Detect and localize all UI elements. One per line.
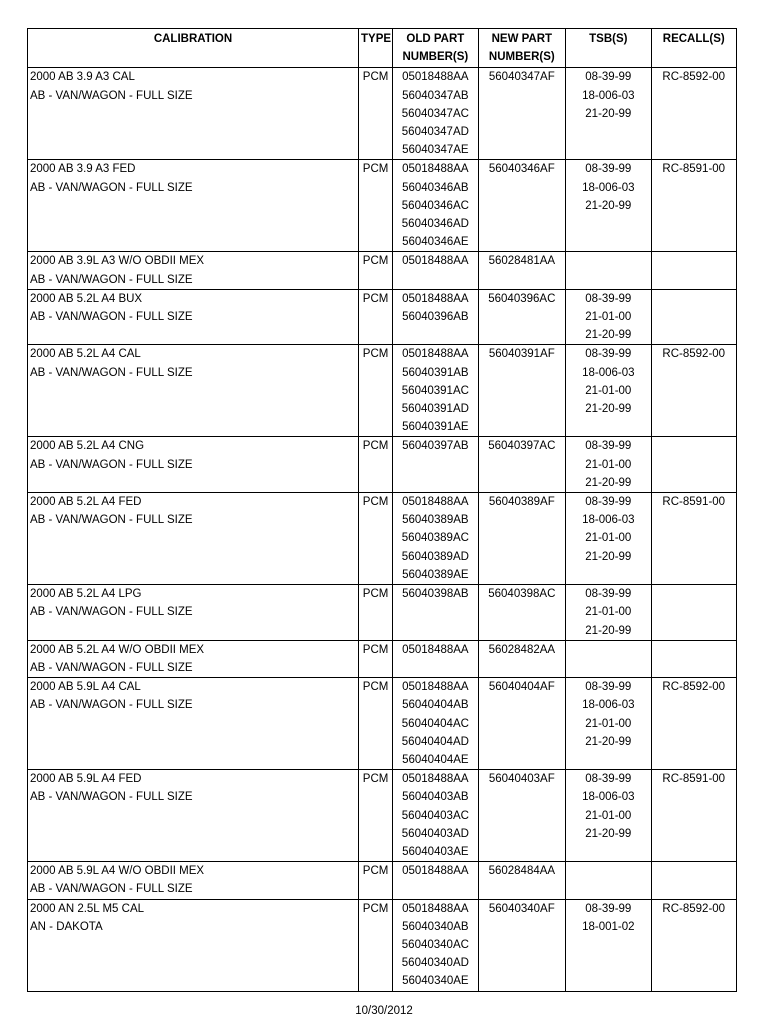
- old-part-cell: [393, 899, 478, 991]
- tsb-cell-line: 21-20-99: [585, 735, 632, 748]
- old-part-cell: [393, 160, 478, 252]
- recall-cell: [651, 862, 736, 899]
- old-part-cell-line: 56040347AC: [401, 107, 469, 120]
- old-part-cell-line: 56040340AB: [402, 920, 469, 933]
- tsb-cell-line: 21-01-00: [585, 384, 632, 397]
- tsb-cell: [566, 345, 651, 437]
- old-part-cell-line: 56040391AE: [402, 421, 469, 434]
- tsb-cell-line: 08-39-99: [585, 292, 632, 305]
- calibration-cell-line: 2000 AB 5.2L A4 CAL: [30, 348, 141, 361]
- recall-cell: RC-8591-00: [651, 160, 736, 252]
- old-part-cell-line: 56040391AB: [402, 366, 469, 379]
- tsb-cell-line: 08-39-99: [585, 773, 632, 786]
- old-part-cell: [393, 289, 478, 345]
- type-cell: PCM: [359, 770, 393, 862]
- calibration-cell: [28, 678, 359, 770]
- old-part-cell-line: 56040404AE: [402, 753, 469, 766]
- table-row: [28, 68, 737, 160]
- old-part-cell-line: 05018488AA: [402, 292, 469, 305]
- old-part-cell-line: 56040340AD: [401, 957, 469, 970]
- type-cell: PCM: [359, 585, 393, 641]
- tsb-cell-line: 21-01-00: [585, 311, 632, 324]
- table-row: [28, 678, 737, 770]
- tsb-cell: [566, 437, 651, 493]
- tsb-cell-line: 21-20-99: [585, 403, 632, 416]
- recall-cell: [651, 437, 736, 493]
- tsb-cell-line: 21-20-99: [585, 624, 632, 637]
- recall-cell: RC-8591-00: [651, 770, 736, 862]
- type-cell: PCM: [359, 862, 393, 899]
- old-part-cell: [393, 770, 478, 862]
- calibration-table: [27, 28, 737, 992]
- tsb-cell-line: 21-20-99: [585, 329, 632, 342]
- calibration-cell: [28, 640, 359, 677]
- recall-cell: [651, 289, 736, 345]
- old-part-cell: [393, 585, 478, 641]
- calibration-cell: [28, 770, 359, 862]
- tsb-cell-line: 18-006-03: [582, 181, 635, 194]
- calibration-cell-line: AB - VAN/WAGON - FULL SIZE: [30, 514, 193, 527]
- tsb-cell-line: 08-39-99: [585, 902, 632, 915]
- calibration-cell-line: AB - VAN/WAGON - FULL SIZE: [30, 661, 193, 674]
- old-part-cell-line: 56040397AB: [402, 440, 469, 453]
- calibration-cell-line: 2000 AB 3.9 A3 FED: [30, 163, 136, 176]
- new-part-cell: 56040346AF: [478, 160, 566, 252]
- header-type: TYPE: [359, 29, 393, 68]
- old-part-cell: [393, 252, 478, 289]
- recall-cell: RC-8591-00: [651, 493, 736, 585]
- old-part-cell-line: 56040346AE: [402, 236, 469, 249]
- old-part-cell-line: 56040389AE: [402, 568, 469, 581]
- table-row: [28, 252, 737, 289]
- calibration-cell-line: 2000 AB 5.9L A4 FED: [30, 773, 142, 786]
- header-calibration: CALIBRATION: [28, 29, 359, 68]
- calibration-cell-line: AB - VAN/WAGON - FULL SIZE: [30, 181, 193, 194]
- calibration-cell-line: 2000 AN 2.5L M5 CAL: [30, 902, 145, 915]
- type-cell: PCM: [359, 289, 393, 345]
- tsb-cell: [566, 862, 651, 899]
- recall-cell: RC-8592-00: [651, 899, 736, 991]
- old-part-cell: [393, 862, 478, 899]
- old-part-cell-line: 56040398AB: [402, 588, 469, 601]
- tsb-cell-line: 18-006-03: [582, 514, 635, 527]
- calibration-cell-line: 2000 AB 5.9L A4 CAL: [30, 681, 141, 694]
- old-part-cell-line: 56040389AB: [402, 514, 469, 527]
- recall-cell: [651, 640, 736, 677]
- tsb-cell-line: 08-39-99: [585, 496, 632, 509]
- tsb-cell: [566, 899, 651, 991]
- calibration-cell-line: AB - VAN/WAGON - FULL SIZE: [30, 606, 193, 619]
- calibration-cell: [28, 437, 359, 493]
- new-part-cell: 56028484AA: [478, 862, 566, 899]
- table-row: [28, 160, 737, 252]
- tsb-cell-line: 21-20-99: [585, 550, 632, 563]
- new-part-cell: 56040404AF: [478, 678, 566, 770]
- type-cell: PCM: [359, 437, 393, 493]
- calibration-cell-line: AB - VAN/WAGON - FULL SIZE: [30, 311, 193, 324]
- old-part-cell-line: 56040346AD: [401, 218, 469, 231]
- calibration-cell-line: 2000 AB 5.2L A4 LPG: [30, 588, 142, 601]
- type-cell: PCM: [359, 345, 393, 437]
- tsb-cell-line: 18-006-03: [582, 89, 635, 102]
- table-row: [28, 345, 737, 437]
- table-row: [28, 493, 737, 585]
- old-part-cell-line: 56040347AB: [402, 89, 469, 102]
- calibration-cell: [28, 289, 359, 345]
- table-row: [28, 585, 737, 641]
- old-part-cell-line: 56040404AB: [402, 699, 469, 712]
- tsb-cell: [566, 160, 651, 252]
- calibration-cell-line: AB - VAN/WAGON - FULL SIZE: [30, 366, 193, 379]
- old-part-cell: [393, 437, 478, 493]
- old-part-cell-line: 56040391AD: [401, 403, 469, 416]
- tsb-cell-line: 21-20-99: [585, 476, 632, 489]
- tsb-cell: [566, 493, 651, 585]
- calibration-cell-line: 2000 AB 5.2L A4 CNG: [30, 440, 145, 453]
- old-part-cell: [393, 678, 478, 770]
- new-part-cell: 56040398AC: [478, 585, 566, 641]
- new-part-cell: 56028482AA: [478, 640, 566, 677]
- tsb-cell: [566, 640, 651, 677]
- old-part-cell-line: 56040340AE: [402, 975, 469, 988]
- table-row: [28, 899, 737, 991]
- tsb-cell-line: 18-006-03: [582, 791, 635, 804]
- old-part-cell-line: 56040404AD: [401, 735, 469, 748]
- table-row: [28, 437, 737, 493]
- tsb-cell-line: 18-006-03: [582, 699, 635, 712]
- old-part-cell-line: 56040404AC: [401, 717, 469, 730]
- new-part-cell: 56040397AC: [478, 437, 566, 493]
- calibration-cell-line: 2000 AB 5.9L A4 W/O OBDII MEX: [30, 865, 205, 878]
- calibration-cell-line: 2000 AB 5.2L A4 FED: [30, 496, 142, 509]
- new-part-cell: 56040347AF: [478, 68, 566, 160]
- tsb-cell-line: 08-39-99: [585, 348, 632, 361]
- table-row: [28, 862, 737, 899]
- old-part-cell-line: 56040403AB: [402, 791, 469, 804]
- calibration-cell-line: 2000 AB 5.2L A4 BUX: [30, 292, 143, 305]
- new-part-cell: 56040391AF: [478, 345, 566, 437]
- old-part-cell-line: 05018488AA: [402, 163, 469, 176]
- calibration-cell: [28, 345, 359, 437]
- old-part-cell-line: 05018488AA: [402, 496, 469, 509]
- calibration-cell-line: AB - VAN/WAGON - FULL SIZE: [30, 883, 193, 896]
- old-part-cell-line: 05018488AA: [402, 865, 469, 878]
- old-part-cell-line: 56040340AC: [401, 938, 469, 951]
- header-recall: RECALL(S): [651, 29, 736, 68]
- calibration-cell-line: 2000 AB 3.9L A3 W/O OBDII MEX: [30, 255, 205, 268]
- old-part-cell-line: 56040346AB: [402, 181, 469, 194]
- calibration-cell-line: AB - VAN/WAGON - FULL SIZE: [30, 458, 193, 471]
- tsb-cell-line: 18-001-02: [582, 920, 635, 933]
- tsb-cell-line: 21-01-00: [585, 717, 632, 730]
- tsb-cell: [566, 289, 651, 345]
- tsb-cell: [566, 68, 651, 160]
- calibration-cell: [28, 899, 359, 991]
- old-part-cell-line: 56040347AE: [402, 144, 469, 157]
- recall-cell: RC-8592-00: [651, 345, 736, 437]
- tsb-cell: [566, 678, 651, 770]
- header-row: [28, 29, 737, 68]
- old-part-cell-line: 05018488AA: [402, 773, 469, 786]
- recall-cell: [651, 585, 736, 641]
- calibration-cell-line: AN - DAKOTA: [30, 920, 103, 933]
- tsb-cell: [566, 252, 651, 289]
- footer-date: 10/30/2012: [355, 1005, 413, 1017]
- table-row: [28, 640, 737, 677]
- table-body: [28, 68, 737, 991]
- type-cell: PCM: [359, 640, 393, 677]
- calibration-cell: [28, 68, 359, 160]
- old-part-cell-line: 56040403AD: [401, 827, 469, 840]
- tsb-cell-line: 08-39-99: [585, 163, 632, 176]
- type-cell: PCM: [359, 68, 393, 160]
- tsb-cell-line: 21-01-00: [585, 809, 632, 822]
- calibration-cell: [28, 585, 359, 641]
- old-part-cell-line: 05018488AA: [402, 643, 469, 656]
- new-part-cell: 56040396AC: [478, 289, 566, 345]
- calibration-cell: [28, 160, 359, 252]
- new-part-cell: 56028481AA: [478, 252, 566, 289]
- old-part-cell-line: 56040347AD: [401, 126, 469, 139]
- old-part-cell-line: 05018488AA: [402, 348, 469, 361]
- old-part-cell-line: 05018488AA: [402, 71, 469, 84]
- tsb-cell-line: 21-20-99: [585, 827, 632, 840]
- calibration-cell-line: 2000 AB 5.2L A4 W/O OBDII MEX: [30, 643, 205, 656]
- old-part-cell: [393, 493, 478, 585]
- tsb-cell-line: 08-39-99: [585, 71, 632, 84]
- calibration-cell-line: 2000 AB 3.9 A3 CAL: [30, 71, 135, 84]
- calibration-cell: [28, 862, 359, 899]
- tsb-cell-line: 08-39-99: [585, 588, 632, 601]
- recall-cell: RC-8592-00: [651, 678, 736, 770]
- old-part-cell-line: 56040403AC: [401, 809, 469, 822]
- old-part-cell: [393, 640, 478, 677]
- calibration-cell-line: AB - VAN/WAGON - FULL SIZE: [30, 273, 193, 286]
- tsb-cell-line: 18-006-03: [582, 366, 635, 379]
- header-old-part: OLD PART NUMBER(S): [393, 29, 478, 68]
- calibration-cell-line: AB - VAN/WAGON - FULL SIZE: [30, 699, 193, 712]
- old-part-cell-line: 56040346AC: [401, 199, 469, 212]
- tsb-cell-line: 08-39-99: [585, 681, 632, 694]
- calibration-cell: [28, 493, 359, 585]
- type-cell: PCM: [359, 160, 393, 252]
- tsb-cell-line: 21-20-99: [585, 107, 632, 120]
- old-part-cell-line: 05018488AA: [402, 902, 469, 915]
- table-row: [28, 289, 737, 345]
- old-part-cell-line: 56040389AC: [401, 532, 469, 545]
- calibration-cell-line: AB - VAN/WAGON - FULL SIZE: [30, 89, 193, 102]
- table-row: [28, 770, 737, 862]
- type-cell: PCM: [359, 493, 393, 585]
- recall-cell: RC-8592-00: [651, 68, 736, 160]
- header-new-part: NEW PART NUMBER(S): [478, 29, 566, 68]
- new-part-cell: 56040403AF: [478, 770, 566, 862]
- tsb-cell-line: 21-01-00: [585, 606, 632, 619]
- calibration-cell-line: AB - VAN/WAGON - FULL SIZE: [30, 791, 193, 804]
- tsb-cell-line: 21-01-00: [585, 532, 632, 545]
- type-cell: PCM: [359, 252, 393, 289]
- old-part-cell: [393, 345, 478, 437]
- type-cell: PCM: [359, 678, 393, 770]
- new-part-cell: 56040389AF: [478, 493, 566, 585]
- tsb-cell-line: 08-39-99: [585, 440, 632, 453]
- calibration-cell: [28, 252, 359, 289]
- header-tsb: TSB(S): [566, 29, 651, 68]
- old-part-cell-line: 05018488AA: [402, 681, 469, 694]
- old-part-cell: [393, 68, 478, 160]
- recall-cell: [651, 252, 736, 289]
- old-part-cell-line: 56040391AC: [401, 384, 469, 397]
- type-cell: PCM: [359, 899, 393, 991]
- tsb-cell: [566, 770, 651, 862]
- old-part-cell-line: 56040389AD: [401, 550, 469, 563]
- tsb-cell-line: 21-01-00: [585, 458, 632, 471]
- old-part-cell-line: 56040403AE: [402, 845, 469, 858]
- new-part-cell: 56040340AF: [478, 899, 566, 991]
- tsb-cell-line: 21-20-99: [585, 199, 632, 212]
- tsb-cell: [566, 585, 651, 641]
- old-part-cell-line: 56040396AB: [402, 311, 469, 324]
- old-part-cell-line: 05018488AA: [402, 255, 469, 268]
